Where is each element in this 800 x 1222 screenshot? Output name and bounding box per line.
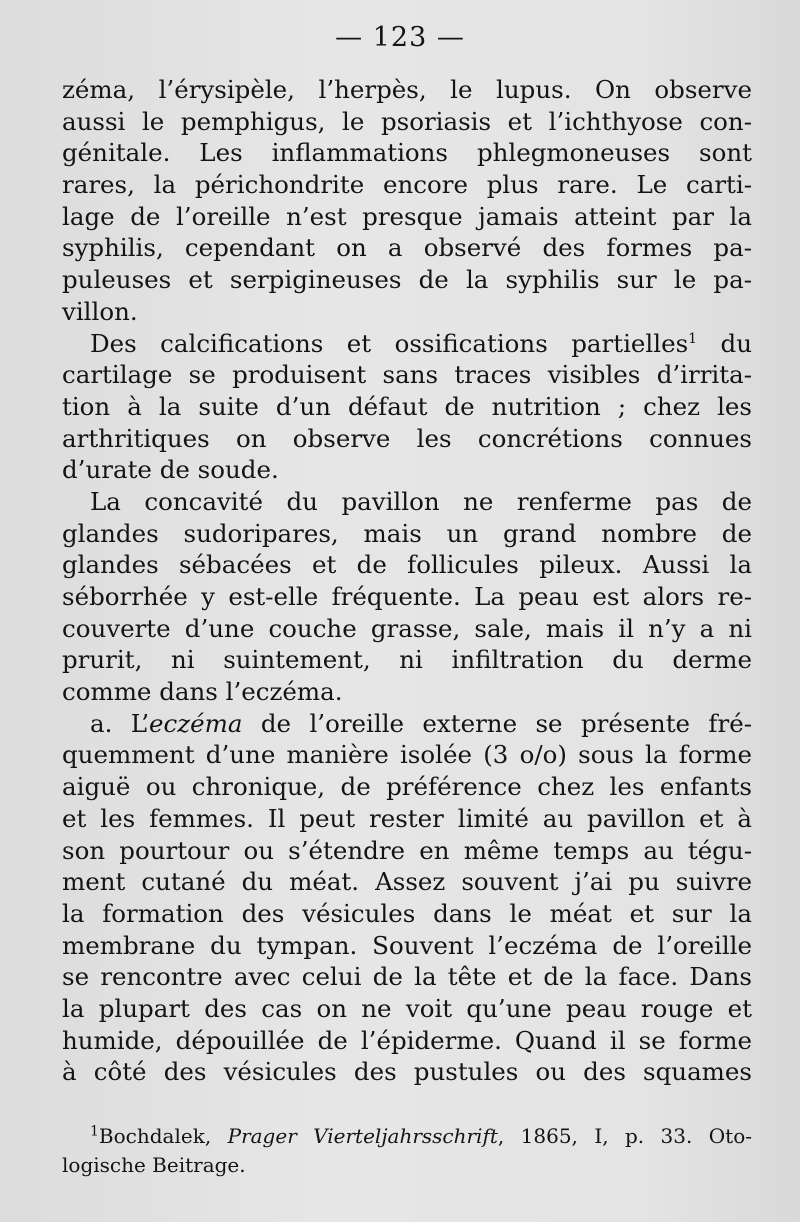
- footnote-rest: , 1865, I, p. 33. Oto-: [497, 1124, 753, 1148]
- footnote-marker: 1: [688, 330, 698, 347]
- footnote-line: logische Beitrage.: [62, 1153, 246, 1177]
- text-line: la formation des vésicules dans le méat et sur la: [62, 898, 752, 928]
- text-line: [62, 328, 752, 360]
- text-line: d’urate de soude.: [62, 455, 279, 485]
- text-line: se rencontre avec celui de la tête et de la face. Dans: [62, 962, 752, 992]
- page-number: — 123 —: [335, 22, 465, 53]
- text-line: villon.: [62, 296, 138, 326]
- text-line: glandes sudoripares, mais un grand nombre de: [62, 518, 752, 548]
- text-line: puleuses et serpigineuses de la syphilis sur le pa-: [62, 265, 752, 295]
- text-line: ment cutané du méat. Assez souvent j’ai pu suivre: [62, 867, 752, 897]
- text-line: tion à la suite d’un défaut de nutrition ; chez les: [62, 391, 752, 421]
- text-line: La concavité du pavillon ne renferme pas de: [90, 486, 752, 516]
- text-line: humide, dépouillée de l’épiderme. Quand il se forme: [62, 1025, 752, 1055]
- footnote-marker: 1: [90, 1123, 99, 1140]
- text-line: arthritiques on observe les concrétions connues: [62, 423, 752, 453]
- text-line: la plupart des cas on ne voit qu’une peau rouge et: [62, 993, 752, 1023]
- text-line: glandes sébacées et de follicules pileux. Aussi la: [62, 550, 752, 580]
- text-segment-italic: eczéma: [148, 708, 243, 738]
- text-line: zéma, l’érysipèle, l’herpès, le lupus. On observe: [62, 75, 752, 104]
- text-segment: du: [720, 328, 752, 358]
- text-line: cartilage se produisent sans traces visibles d’irrita-: [62, 360, 752, 390]
- text-line: aiguë ou chronique, de préférence chez les enfants: [62, 772, 752, 802]
- text-line: aussi le pemphigus, le psoriasis et l’ichthyose con-: [62, 106, 752, 136]
- text-line: quemment d’une manière isolée (3 o/o) sous la forme: [62, 740, 752, 770]
- text-line: membrane du tympan. Souvent l’eczéma de l’oreille: [62, 930, 752, 960]
- text-segment: a. L’: [90, 708, 149, 738]
- text-line: lage de l’oreille n’est presque jamais atteint par la: [62, 201, 752, 231]
- text-line: couverte d’une couche grasse, sale, mais il n’y a ni: [62, 613, 752, 643]
- text-line: et les femmes. Il peut rester limité au pavillon et à: [62, 803, 752, 833]
- footnote-author: Bochdalek,: [98, 1124, 212, 1148]
- text-segment: Des calcifications et ossifications partielles: [90, 328, 689, 358]
- text-line: à côté des vésicules des pustules ou des squames: [62, 1057, 752, 1087]
- text-line: rares, la périchondrite encore plus rare. Le carti-: [62, 170, 752, 200]
- body-text: [62, 74, 752, 1088]
- text-line: génitale. Les inflammations phlegmoneuses sont: [62, 138, 752, 168]
- text-line: syphilis, cependant on a observé des formes pa-: [62, 233, 752, 263]
- text-line: son pourtour ou s’étendre en même temps au tégu-: [62, 835, 752, 865]
- text-segment: de l’oreille externe se présente fré-: [260, 708, 752, 738]
- text-line: prurit, ni suintement, ni infiltration du derme: [62, 645, 752, 675]
- text-line: séborrhée y est-elle fréquente. La peau est alors re-: [62, 582, 752, 611]
- footnote-journal: Prager Vierteljahrsschrift: [227, 1124, 498, 1148]
- text-line: [62, 708, 752, 740]
- footnote: [62, 1122, 752, 1180]
- footnote-line: [62, 1122, 752, 1151]
- text-line: comme dans l’eczéma.: [62, 677, 343, 707]
